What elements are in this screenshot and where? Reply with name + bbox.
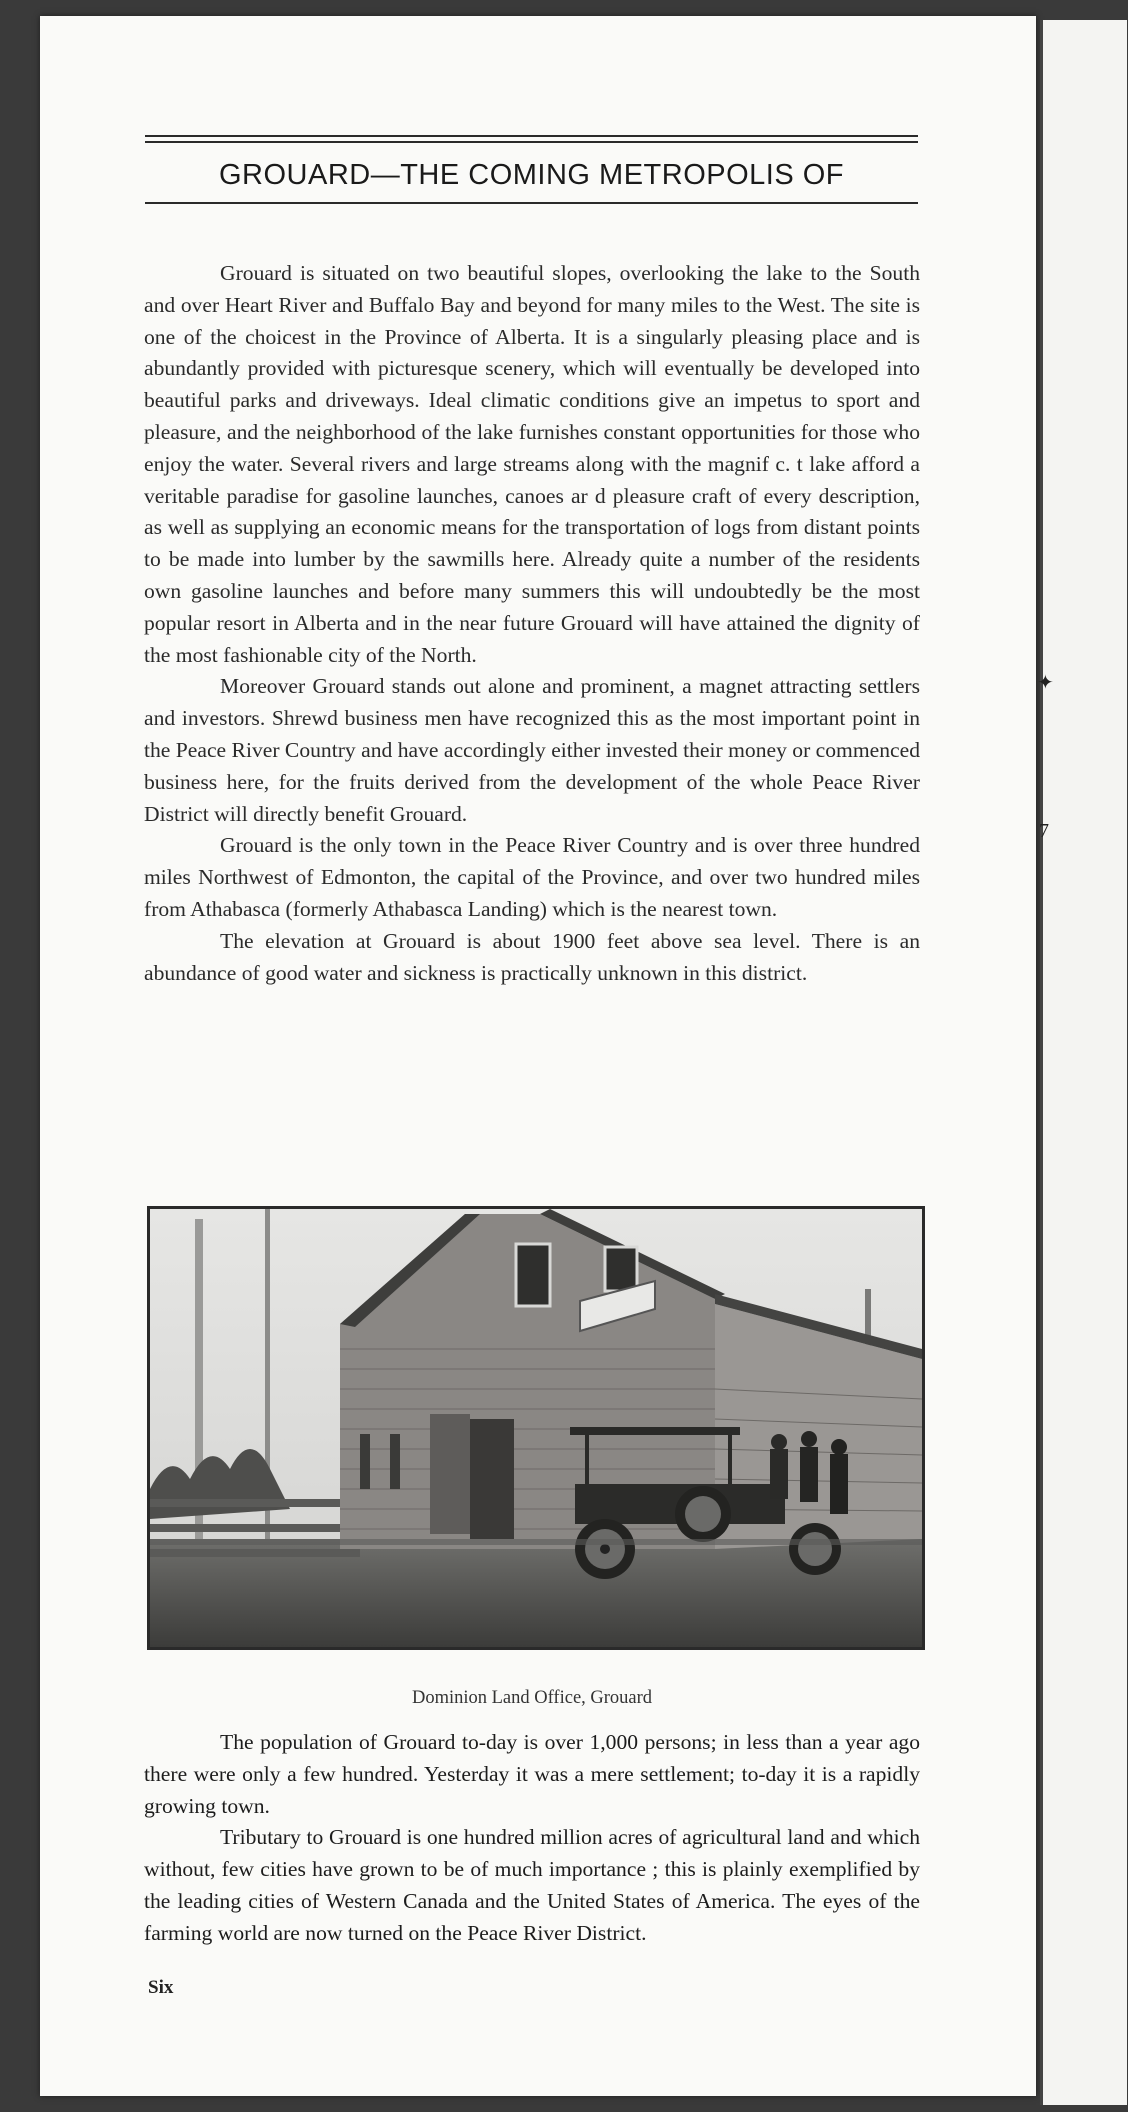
paragraph: The population of Grouard to-day is over 1,000 persons; in less than a year ago there were only a few hundred. Yesterday it was a mere settlement; to-day it is a rapidly growing town. xyxy=(144,1730,920,1818)
facing-page-edge xyxy=(1037,20,1127,2105)
photo-caption: Dominion Land Office, Grouard xyxy=(411,1688,653,1708)
header-rule-top xyxy=(145,135,918,137)
body-text-bottom xyxy=(144,1727,920,1950)
margin-mark: ✦ xyxy=(1037,672,1054,694)
photo-land-office xyxy=(147,1206,925,1650)
paragraph: Grouard is situated on two beautiful slopes, overlooking the lake to the South and over Heart River and Buffalo Bay and beyond for many miles to the West. The site is one of the choicest in the Province of Alberta. It is a singularly pleasing place and is abundantly provided with picturesque scenery, which will eventually be developed into beautiful parks and driveways. Ideal climatic conditions give an impetus to sport and pleasure, and the neighborhood of the lake furnishes constant opportunities for those who enjoy the water. Several rivers and large streams along with the magnif c. t lake afford a veritable paradise for gasoline launches, canoes ar d pleasure craft of every description, as well as supplying an economic means for the transportation of logs from distant points to be made into lumber by the sawmills here. Already quite a number of the residents own gasoline launches and before many summers this will undoubtedly be the most popular resort in Alberta and in the near future Grouard will have attained the dignity of the most fashionable city of the North. xyxy=(144,261,920,667)
page-header xyxy=(145,135,918,204)
paragraph: Grouard is the only town in the Peace River Country and is over three hundred miles Northwest of Edmonton, the capital of the Province, and over two hundred miles from Athabasca (formerly Athabasca Landing) which is the nearest town. xyxy=(144,833,920,921)
header-rule-bottom xyxy=(145,202,918,204)
photo-illustration xyxy=(150,1209,922,1647)
page-number: Six xyxy=(148,1977,174,1998)
paragraph: Moreover Grouard stands out alone and prominent, a magnet attracting settlers and investors. Shrewd business men have recognized this as the most important point in the Peace River Country and have accordingly either invested their money or commenced business here, for the fruits derived from the development of the whole Peace River District will directly benefit Grouard. xyxy=(144,674,920,826)
paragraph: The elevation at Grouard is about 1900 feet above sea level. There is an abundance of good water and sickness is practically unknown in this district. xyxy=(144,928,920,985)
margin-mark: 7 xyxy=(1039,820,1049,842)
paragraph: Tributary to Grouard is one hundred million acres of agricultural land and which without, few cities have grown to be of much importance ; this is plainly exemplified by the leading cities of Western Canada and the United States of America. The eyes of the farming world are now turned on the Peace River District. xyxy=(144,1825,920,1945)
body-text-top xyxy=(144,258,920,989)
page-title: GROUARD—THE COMING METROPOLIS OF xyxy=(218,159,845,191)
